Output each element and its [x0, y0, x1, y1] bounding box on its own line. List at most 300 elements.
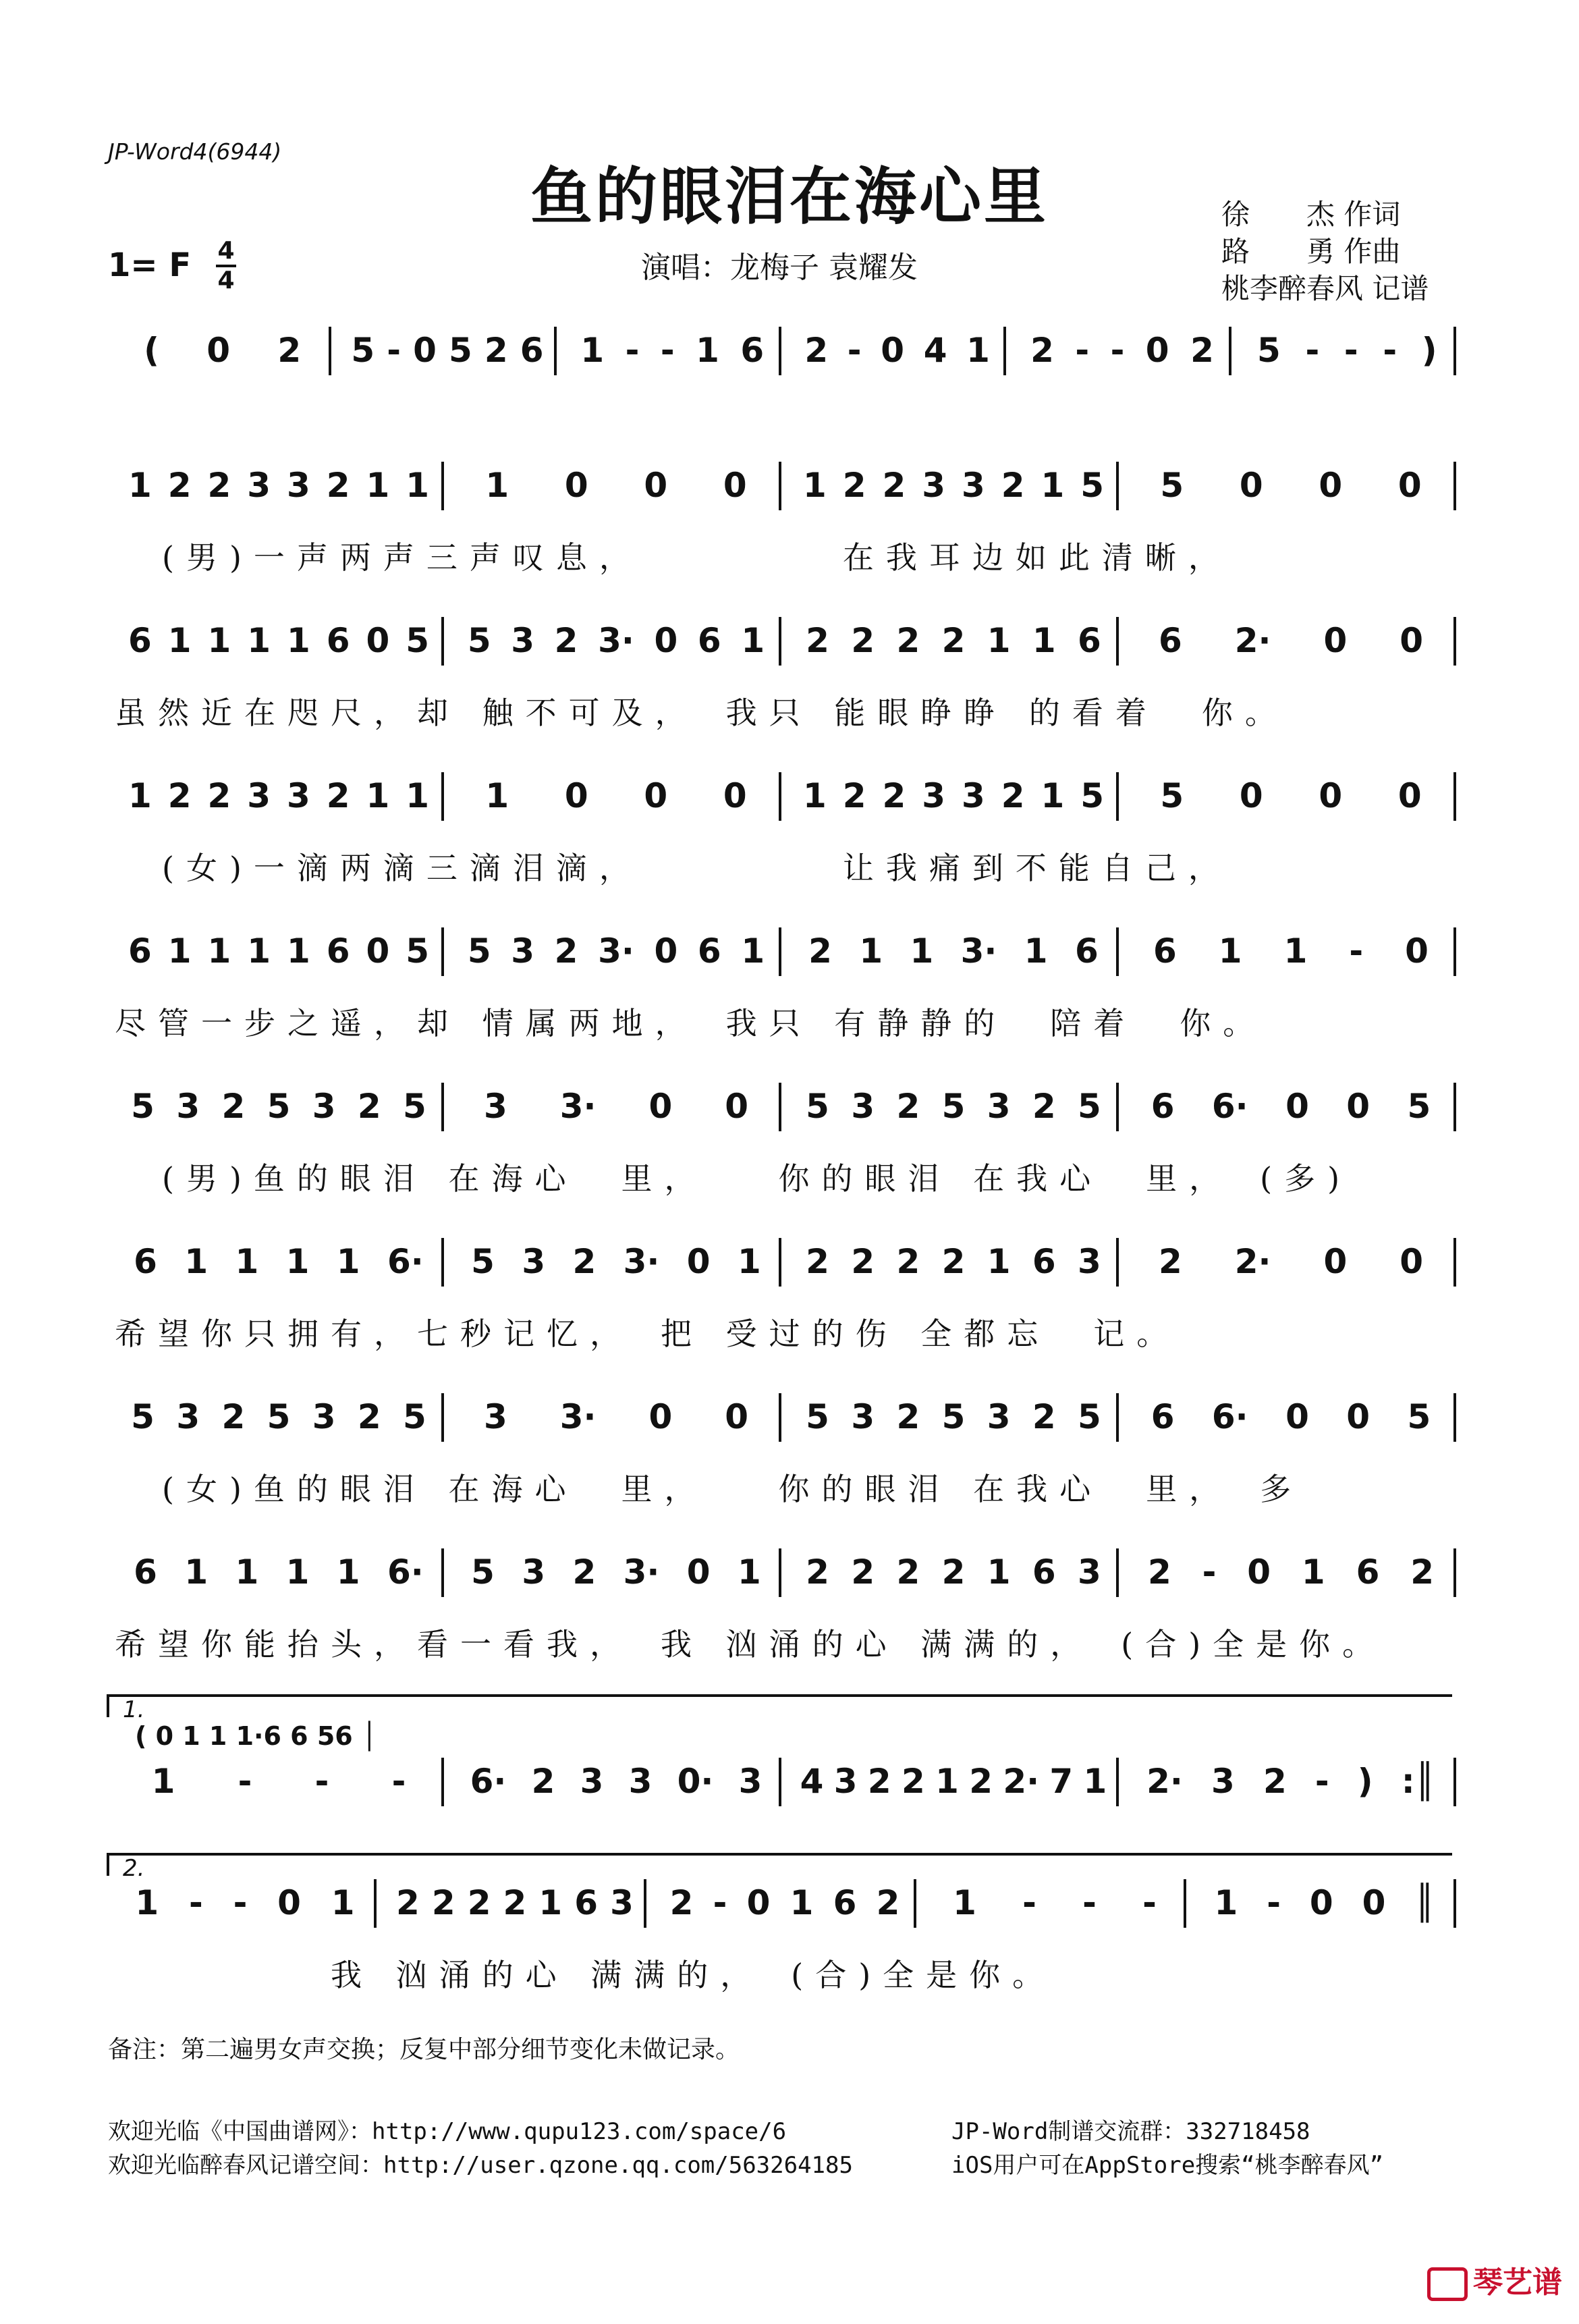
- note: 1: [953, 1883, 976, 1922]
- bar-line: [1116, 1758, 1119, 1806]
- measure: [458, 1397, 775, 1436]
- lyrics-line: 我 汹涌的心 满满的， (合)全是你。: [115, 1957, 1056, 1993]
- note: 6: [1153, 931, 1177, 971]
- measure: [1132, 1397, 1449, 1436]
- note: 6: [1356, 1552, 1380, 1592]
- bar-line: [441, 617, 444, 666]
- bar-line: [1453, 327, 1456, 375]
- note: 2: [896, 1087, 920, 1126]
- note: 0: [366, 621, 390, 660]
- note: 0: [654, 621, 678, 660]
- note: 2: [901, 1762, 925, 1801]
- lyrics-line: 尽管一步之遥，却 情属两地， 我只 有静静的 陪着 你。: [115, 1005, 1267, 1042]
- note: 1: [1283, 931, 1308, 971]
- note: 3: [610, 1883, 634, 1922]
- bar-line: [779, 327, 781, 375]
- note: 3: [312, 1087, 336, 1126]
- bar-line: [1116, 1393, 1119, 1442]
- note: 3: [738, 1762, 763, 1801]
- note: 1: [485, 776, 509, 815]
- note: 5: [403, 1397, 426, 1436]
- bar-line: [1116, 462, 1119, 510]
- note: 6: [134, 1552, 157, 1592]
- note: 1: [987, 621, 1011, 660]
- watermark-logo: [1427, 2258, 1562, 2301]
- bar-line: [779, 1393, 781, 1442]
- note: 2: [431, 1883, 455, 1922]
- note: -: [625, 331, 640, 370]
- note: 2: [1263, 1762, 1287, 1801]
- score-system: [108, 1855, 1464, 1998]
- note: -: [233, 1883, 248, 1922]
- note: 5: [941, 1397, 966, 1436]
- measure: [1132, 466, 1449, 505]
- note: 1: [167, 621, 192, 660]
- note: 3: [961, 466, 985, 505]
- note: 5: [1256, 331, 1281, 370]
- note: 6·: [1211, 1397, 1248, 1436]
- note: 2: [326, 776, 350, 815]
- note: 5: [467, 931, 491, 971]
- note: 1: [167, 931, 192, 971]
- note: 5: [267, 1087, 291, 1126]
- bar-line: [1116, 1238, 1119, 1287]
- note: 1: [737, 1242, 761, 1281]
- measure: [1132, 931, 1449, 971]
- note: 5: [471, 1242, 495, 1281]
- measure: [1132, 1762, 1449, 1801]
- note: 1: [1301, 1552, 1325, 1592]
- note: 3: [522, 1242, 546, 1281]
- note: 1: [151, 1762, 175, 1801]
- bar-line: [1453, 1879, 1456, 1928]
- note: 2: [851, 1242, 875, 1281]
- measure: [120, 1397, 437, 1436]
- note: 1: [696, 331, 719, 370]
- note: 2: [669, 1883, 694, 1922]
- note: 3: [247, 776, 271, 815]
- note: 0: [1362, 1883, 1386, 1922]
- bar-line: [779, 1238, 781, 1287]
- ossia-notes: ( 0 1 1 1·6 6 56 │: [135, 1721, 377, 1751]
- score-system: [108, 1087, 1464, 1201]
- measure: [1245, 331, 1449, 370]
- note: 2: [1032, 1087, 1056, 1126]
- note: 1: [1083, 1762, 1107, 1801]
- bar-line: [441, 1548, 444, 1597]
- note: 7: [1049, 1762, 1074, 1801]
- bar-line: [554, 327, 557, 375]
- measure: [120, 1883, 370, 1922]
- note: 1: [135, 1883, 159, 1922]
- note: 2: [806, 1552, 829, 1592]
- note: 5: [1078, 1397, 1101, 1436]
- note: 5: [131, 1397, 155, 1436]
- note: 1: [1032, 621, 1056, 660]
- measure: [120, 621, 437, 660]
- note: 6·: [470, 1762, 507, 1801]
- note: 2: [207, 776, 231, 815]
- note: 3: [987, 1087, 1011, 1126]
- measure: [1020, 331, 1224, 370]
- note: 6: [1032, 1242, 1056, 1281]
- note: 0: [654, 931, 678, 971]
- note: 3: [922, 776, 946, 815]
- bar-line: [779, 772, 781, 821]
- note: 1: [485, 466, 509, 505]
- measure: [120, 1762, 437, 1801]
- lyricist: 徐 杰 作词: [1221, 198, 1401, 231]
- note: 2: [1001, 776, 1025, 815]
- bar-line: [1453, 462, 1456, 510]
- note: 2: [896, 621, 920, 660]
- note: 6: [128, 621, 152, 660]
- note: 1: [366, 466, 390, 505]
- note: -: [1383, 331, 1397, 370]
- note: 1: [366, 776, 390, 815]
- note: 3·: [623, 1552, 660, 1592]
- note: -: [1022, 1883, 1036, 1922]
- note: 2: [851, 621, 875, 660]
- note: 5: [1407, 1087, 1431, 1126]
- note: -: [387, 331, 401, 370]
- note: 6: [520, 331, 544, 370]
- note: 5: [1160, 776, 1184, 815]
- measure: [458, 1552, 775, 1592]
- note: -: [1075, 331, 1090, 370]
- note: 5: [403, 1087, 426, 1126]
- note: -: [1142, 1883, 1157, 1922]
- volta-label: 1.: [123, 1696, 145, 1723]
- measure: [795, 931, 1112, 971]
- note: 1: [737, 1552, 761, 1592]
- note: 2: [167, 776, 192, 815]
- note: 6: [697, 621, 721, 660]
- note: 3: [961, 776, 985, 815]
- measure: [458, 1762, 775, 1801]
- note: 3: [176, 1397, 200, 1436]
- note: 3·: [559, 1087, 597, 1126]
- note: 2: [1410, 1552, 1435, 1592]
- note: 0: [648, 1397, 673, 1436]
- bar-line: [1229, 327, 1231, 375]
- bar-line: [1453, 1758, 1456, 1806]
- note: 0: [644, 466, 668, 505]
- software-label: JP-Word4(6944): [108, 138, 282, 165]
- note: 3: [522, 1552, 546, 1592]
- measure: [795, 1552, 1112, 1592]
- meter-top: 4: [217, 237, 235, 265]
- measure: [390, 1883, 640, 1922]
- score-system: [108, 776, 1464, 891]
- note: 0: [1239, 466, 1263, 505]
- bar-line: [1453, 617, 1456, 666]
- note: 5: [267, 1397, 291, 1436]
- bar-line: [441, 1758, 444, 1806]
- note: 3·: [598, 931, 634, 971]
- logo-icon: [1427, 2267, 1468, 2301]
- note: 0: [725, 1397, 749, 1436]
- score-system: [108, 1397, 1464, 1512]
- note: 3: [1211, 1762, 1235, 1801]
- note: 6: [1078, 621, 1101, 660]
- note: 2: [221, 1397, 246, 1436]
- note: 1: [1214, 1883, 1238, 1922]
- note: 2: [357, 1087, 381, 1126]
- note: 2: [867, 1762, 891, 1801]
- bar-line: [779, 617, 781, 666]
- note: -: [314, 1762, 329, 1801]
- note: 5: [806, 1087, 829, 1126]
- note: 0: [277, 1883, 301, 1922]
- bar-line: [1116, 927, 1119, 976]
- note: ): [1421, 331, 1437, 370]
- note: 0: [564, 776, 588, 815]
- note: 5: [1407, 1397, 1431, 1436]
- measure: [1132, 1087, 1449, 1126]
- note: ║: [1414, 1883, 1435, 1922]
- note: 1: [1041, 776, 1065, 815]
- note: 1: [935, 1762, 959, 1801]
- note: 2: [882, 466, 906, 505]
- note: 3: [987, 1397, 1011, 1436]
- measure: [660, 1883, 910, 1922]
- note: 2: [1032, 1397, 1056, 1436]
- note: 1: [286, 621, 310, 660]
- bar-line: [1184, 1879, 1186, 1928]
- note: 2: [167, 466, 192, 505]
- measure: [458, 621, 775, 660]
- bar-line: [779, 1083, 781, 1131]
- note: 5: [467, 621, 491, 660]
- score-system: [108, 1696, 1464, 1839]
- measure: [795, 1762, 1112, 1801]
- measure: [120, 466, 437, 505]
- note: 6: [1032, 1552, 1056, 1592]
- note: 3: [286, 776, 310, 815]
- note: 2: [804, 331, 829, 370]
- note: -: [847, 331, 862, 370]
- bar-line: [441, 1083, 444, 1131]
- meter-bottom: 4: [217, 267, 235, 294]
- note: 1: [207, 621, 231, 660]
- note: 3: [851, 1087, 875, 1126]
- note: 2: [896, 1242, 920, 1281]
- remark: 备注：第二遍男女声交换；反复中部分细节变化未做记录。: [108, 2036, 740, 2063]
- note: 1: [207, 931, 231, 971]
- lyrics-line: 希望你能抬头，看一看我， 我 汹涌的心 满满的， (合)全是你。: [115, 1626, 1386, 1663]
- note: 0: [1239, 776, 1263, 815]
- bar-line: [1116, 617, 1119, 666]
- composer: 路 勇 作曲: [1221, 235, 1401, 268]
- note: 3: [247, 466, 271, 505]
- bar-line: [441, 927, 444, 976]
- measure: [120, 776, 437, 815]
- note: 0: [686, 1242, 711, 1281]
- note: 2: [467, 1883, 491, 1922]
- note: 6·: [387, 1242, 424, 1281]
- bar-line: [441, 462, 444, 510]
- note: 3: [1078, 1242, 1101, 1281]
- note: 6: [574, 1883, 599, 1922]
- score-system: [108, 466, 1464, 580]
- note: 1: [331, 1883, 355, 1922]
- note: 1: [285, 1552, 310, 1592]
- song-title: 鱼的眼泪在海心里: [530, 160, 1049, 233]
- bar-line: [779, 462, 781, 510]
- note: 1: [128, 776, 152, 815]
- note: ): [1357, 1762, 1373, 1801]
- note: 1: [1218, 931, 1242, 971]
- note: 0: [413, 331, 437, 370]
- note: 2: [277, 331, 302, 370]
- note: 3: [511, 931, 535, 971]
- note: 6: [326, 931, 350, 971]
- note: 0: [1405, 931, 1429, 971]
- note: 5: [449, 331, 472, 370]
- note: 2: [531, 1762, 555, 1801]
- note: 3: [1078, 1552, 1101, 1592]
- note: -: [1343, 331, 1358, 370]
- note: 0: [1346, 1397, 1370, 1436]
- measure: [120, 1087, 437, 1126]
- note: 1: [128, 466, 152, 505]
- note: 3·: [598, 621, 634, 660]
- note: 3: [286, 466, 310, 505]
- bar-line: [1453, 927, 1456, 976]
- note: :║: [1401, 1762, 1435, 1801]
- note: 1: [987, 1552, 1011, 1592]
- measure: [1132, 776, 1449, 815]
- note: 0: [1397, 466, 1422, 505]
- note: -: [1349, 931, 1364, 971]
- note: 5: [131, 1087, 155, 1126]
- note: 6: [1151, 1087, 1175, 1126]
- score-system: [108, 1552, 1464, 1667]
- note: 1: [987, 1242, 1011, 1281]
- note: -: [713, 1883, 727, 1922]
- note: 0: [746, 1883, 771, 1922]
- note: 5: [351, 331, 375, 370]
- note: 5: [1080, 776, 1105, 815]
- note: 3: [483, 1397, 507, 1436]
- note: 0: [1323, 1242, 1348, 1281]
- note: 2: [554, 621, 578, 660]
- note: 1: [802, 776, 827, 815]
- note: -: [1110, 331, 1125, 370]
- footer-ios: iOS用户可在AppStore搜索“桃李醉春风”: [951, 2152, 1384, 2179]
- note: 2: [221, 1087, 246, 1126]
- measure: [930, 1883, 1180, 1922]
- note: 0: [366, 931, 390, 971]
- score-system: [108, 931, 1464, 1046]
- note: 3: [483, 1087, 507, 1126]
- note: 2: [806, 621, 829, 660]
- note: 6: [128, 931, 152, 971]
- bar-line: [779, 1758, 781, 1806]
- note: 6·: [1211, 1087, 1248, 1126]
- note: 2·: [1234, 1242, 1271, 1281]
- note: 3: [922, 466, 946, 505]
- note: 6: [1151, 1397, 1175, 1436]
- note: 0: [1319, 776, 1343, 815]
- note: 0: [1400, 621, 1424, 660]
- note: 1: [285, 1242, 310, 1281]
- note: 2: [207, 466, 231, 505]
- note: 6·: [387, 1552, 424, 1592]
- bar-line: [914, 1879, 916, 1928]
- note: 2: [806, 1242, 829, 1281]
- note: 5: [1078, 1087, 1101, 1126]
- bar-line: [1453, 772, 1456, 821]
- note: 3: [628, 1762, 653, 1801]
- note: -: [1082, 1883, 1097, 1922]
- note: 1: [538, 1883, 563, 1922]
- bar-line: [1453, 1393, 1456, 1442]
- note: 1: [184, 1552, 209, 1592]
- note: 5: [406, 931, 430, 971]
- note: 6: [1158, 621, 1182, 660]
- note: 1: [184, 1242, 209, 1281]
- note: 0: [1323, 621, 1348, 660]
- measure: [795, 621, 1112, 660]
- note: 2: [882, 776, 906, 815]
- note: 0: [1397, 776, 1422, 815]
- note: 6: [134, 1242, 157, 1281]
- bar-line: [1453, 1548, 1456, 1597]
- footer-link-2[interactable]: 欢迎光临醉春风记谱空间：http://user.qzone.qq.com/563264185: [108, 2152, 853, 2179]
- lyrics-line: (女)一滴两滴三滴泪滴， 让我痛到不能自己，: [162, 850, 1231, 886]
- lyrics-line: 希望你只拥有，七秒记忆， 把 受过的伤 全都忘 记。: [115, 1316, 1180, 1352]
- footer-link-1[interactable]: 欢迎光临《中国曲谱网》：http://www.qupu123.com/space/6: [108, 2118, 787, 2145]
- note: 0: [725, 1087, 749, 1126]
- note: 1: [247, 931, 271, 971]
- note: 0: [564, 466, 588, 505]
- note: 1: [1024, 931, 1048, 971]
- note: 1: [336, 1242, 360, 1281]
- measure: [120, 1242, 437, 1281]
- performer: 演唱：龙梅子 袁耀发: [641, 250, 918, 285]
- note: 2·: [1003, 1762, 1040, 1801]
- note: 2: [1030, 331, 1054, 370]
- note: 2: [941, 621, 966, 660]
- score-system: [108, 331, 1464, 445]
- bar-line: [1116, 772, 1119, 821]
- measure: [1200, 1883, 1449, 1922]
- score-system: [108, 1242, 1464, 1357]
- measure: [458, 1242, 775, 1281]
- note: 0: [1285, 1087, 1309, 1126]
- lyrics-line: (男)一声两声三声叹息， 在我耳边如此清晰，: [162, 539, 1231, 576]
- bar-line: [441, 1238, 444, 1287]
- note: 1: [580, 331, 605, 370]
- note: 3: [511, 621, 535, 660]
- note: 0: [1285, 1397, 1309, 1436]
- note: 0: [686, 1552, 711, 1592]
- note: 2: [554, 931, 578, 971]
- note: -: [1267, 1883, 1281, 1922]
- note: 6: [740, 331, 765, 370]
- note: 2: [572, 1552, 597, 1592]
- measure: [458, 931, 775, 971]
- bar-line: [644, 1879, 646, 1928]
- note: 2: [808, 931, 832, 971]
- measure: [458, 1087, 775, 1126]
- measure: [1132, 621, 1449, 660]
- note: 2·: [1234, 621, 1271, 660]
- measure: [795, 1242, 1112, 1281]
- note: 1: [802, 466, 827, 505]
